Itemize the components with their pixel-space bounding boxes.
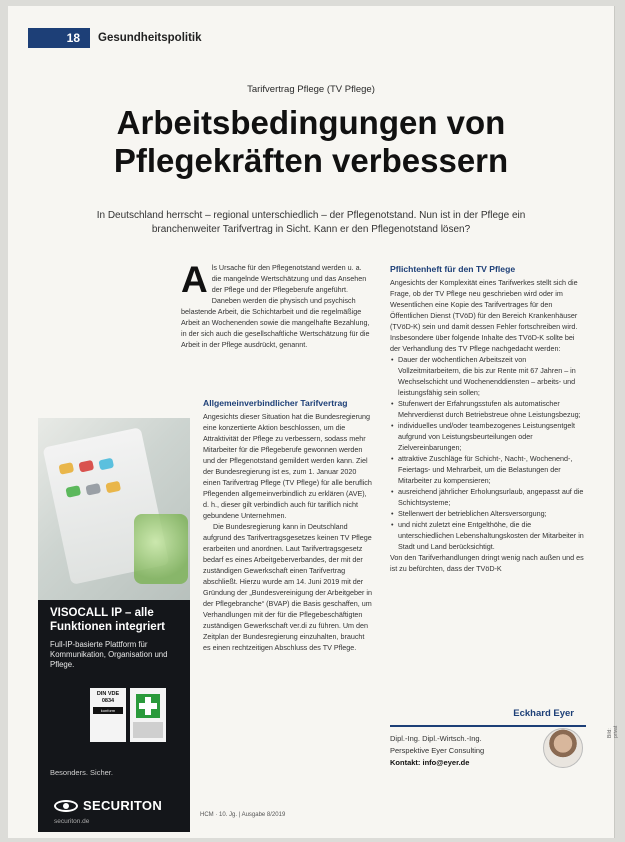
ad-url-link[interactable]: securiton.de xyxy=(54,818,90,825)
eye-icon xyxy=(54,800,78,812)
ad-tagline: Besonders. Sicher. xyxy=(50,768,113,777)
author-portrait xyxy=(543,728,583,768)
green-light-image xyxy=(134,514,188,584)
ad-body: Full-IP-basierte Plattform für Kommunikation, Organisation und Pflege. xyxy=(50,640,168,669)
drop-cap: A xyxy=(181,259,208,300)
body-paragraph: Von den Tarifverhandlungen dringt wenig nach außen und es ist zu befürchten, dass der TVöD-K xyxy=(390,553,584,573)
din-vde-certificate-badge xyxy=(90,688,126,742)
article-headline xyxy=(48,104,574,180)
list-item: • Stellenwert der betrieblichen Altersversorgung; xyxy=(390,508,586,519)
list-item: • ausreichend jährlicher Erholungsurlaub, angepasst auf die Schichtsysteme; xyxy=(390,486,586,508)
author-box xyxy=(390,708,586,769)
section-title: Gesundheitspolitik xyxy=(98,32,202,44)
panel-button-icon xyxy=(78,460,94,473)
list-item: • Stufenwert der Erfahrungsstufen als automatischer Mehrverdienst durch Betriebstreue ohne Leistungsbezug; xyxy=(390,398,586,420)
panel-button-icon xyxy=(105,481,121,494)
panel-button-icon xyxy=(85,483,101,496)
author-title: Dipl.-Ing. Dipl.-Wirtsch.-Ing. xyxy=(390,734,482,743)
page-footer: HCM · 10. Jg. | Ausgabe 8/2019 xyxy=(200,812,286,818)
list-item: • attraktive Zuschläge für Schicht-, Nacht-, Wochenend-, Feiertags- und Mehrarbeit, um die Belastungen der Mitarbeiter zu kompensieren; xyxy=(390,453,586,486)
page-number: 18 xyxy=(28,28,90,48)
author-bio xyxy=(390,733,510,769)
intro-paragraph xyxy=(181,259,371,350)
cert-line: DIN VDE xyxy=(96,691,120,697)
securiton-logo xyxy=(54,798,162,813)
article-kicker: Tarifvertrag Pflege (TV Pflege) xyxy=(247,84,375,95)
bullet-list xyxy=(390,354,586,552)
panel-button-icon xyxy=(65,485,81,498)
author-company: Perspektive Eyer Consulting xyxy=(390,746,485,755)
badge-caption xyxy=(133,722,163,738)
list-item: • individuelles und/oder teambezogenes Leistungsentgelt aufgrund von Leistungsbeurteilungen oder Zielvereinbarungen; xyxy=(390,420,586,453)
body-paragraph: Angesichts dieser Situation hat die Bundesregierung eine konzertierte Aktion beschlossen, um die Attraktivität der Pflege zu verbessern, sodass mehr Mitarbeiter für die Pflegeberufe gewonnen werden und der Pflegenotstand gemildert werden kann. Ziel der Bundesregierung ist es, zum 1. Januar 2020 einen Tarifvertrag Pflege (TV Pflege) für alle beruflich Pflegenden allgemeinverbindlich zu erklären (AVE), d. h., dieser gilt verbindlich auch für tariflich nicht gebundene Unternehmen. xyxy=(203,412,372,520)
article-lead: In Deutschland herrscht – regional unterschiedlich – der Pflegenotstand. Nun ist in der Pflege ein branchenweiter Tarifvertrag in Sicht. Kann er den Pflegenotstand lösen? xyxy=(96,210,526,235)
green-cross-icon xyxy=(136,694,160,718)
cert-line: 0834 xyxy=(101,698,115,704)
brand-name: SECURITON xyxy=(83,798,163,813)
green-cross-certificate-badge xyxy=(130,688,166,742)
magazine-page xyxy=(8,6,619,838)
author-divider xyxy=(390,725,586,727)
intro-text: ls Ursache für den Pflegenotstand werden u. a. die mangelnde Wertschätzung und das Ansehen der Pflege und der Pflegeberufe angeführt. Daneben werden die physisch und psychisch belastende Arbeit, die Schichtarbeit und die regelmäßige Arbeit an Wochenenden sowie die mangelhafte Bezahlung, in der sich auch die gesellschaftliche Wertschätzung für die Arbeit in der Pflege ausdrückt, genannt. xyxy=(181,263,370,349)
author-contact[interactable]: Kontakt: info@eyer.de xyxy=(390,758,470,767)
image-credit: Bild: privat xyxy=(607,725,619,738)
panel-button-icon xyxy=(98,458,114,471)
right-column xyxy=(390,264,586,574)
middle-column xyxy=(203,398,373,653)
securiton-advertisement[interactable] xyxy=(38,418,190,832)
page-header xyxy=(28,28,202,48)
ad-title: VISOCALL IP – alle Funktionen integriert xyxy=(50,607,165,633)
headline-line-2: Pflegekräften verbessern xyxy=(113,142,509,179)
headline-line-1: Arbeitsbedingungen von xyxy=(116,104,506,141)
list-item: • Dauer der wöchentlichen Arbeitszeit von Vollzeitmitarbeitern, die bis zur Rente mit 67 Jahren – in Wechselschicht und Wochenenddiensten – arbeits- und leistungsfähig sein sollen; xyxy=(390,354,586,398)
author-name: Eckhard Eyer xyxy=(513,708,574,719)
body-paragraph: Die Bundesregierung kann in Deutschland aufgrund des Tarifvertragsgesetzes keinen TV Pflege erarbeiten und anordnen. Laut Tarifvertragsgesetz bedarf es eines Arbeitgeberverbandes, der mit der zuständigen Gewerkschaft einen Tarifvertrag abschließt. Hierzu wurde am 14. Juni 2019 mit der Gründung der „Bundesvereinigung der Arbeitgeber in der Pflegebranche“ (BVAP) die Basis geschaffen, um Verhandlungen mit der für die Pflegebeschäftigten zuständigen Gewerkschaft ver.di zu führen. Um den Zeitplan der Bundesregierung einzuhalten, braucht es einen rechtzeitigen Abschluss des TV Pflege. xyxy=(203,522,373,652)
cert-line: konform xyxy=(93,707,123,714)
section-heading-tarifvertrag: Allgemeinverbindlicher Tarifvertrag xyxy=(203,398,348,408)
section-heading-pflichtenheft: Pflichtenheft für den TV Pflege xyxy=(390,264,516,274)
ad-product-photo xyxy=(38,418,190,600)
list-item: • und nicht zuletzt eine Entgelthöhe, die die unterschiedlichen Lebenshaltungskosten der Mitarbeiter in Stadt und Land berücksichtigt. xyxy=(390,519,586,552)
body-paragraph: Angesichts der Komplexität eines Tarifwerkes stellt sich die Frage, ob der TV Pflege neu geschrieben wird oder im Wesentlichen eine Kopie des Tarifvertrages für den Öffentlichen Dienst (TVöD) für den Bereich Krankenhäuser (TVöD-K) sein und damit dessen Fehler fortschreiben wird. Insbesondere über folgende Inhalte des TVöD-K sollte bei der Verhandlung des TV Pflege nachgedacht werden: xyxy=(390,278,578,353)
panel-button-icon xyxy=(58,462,74,475)
